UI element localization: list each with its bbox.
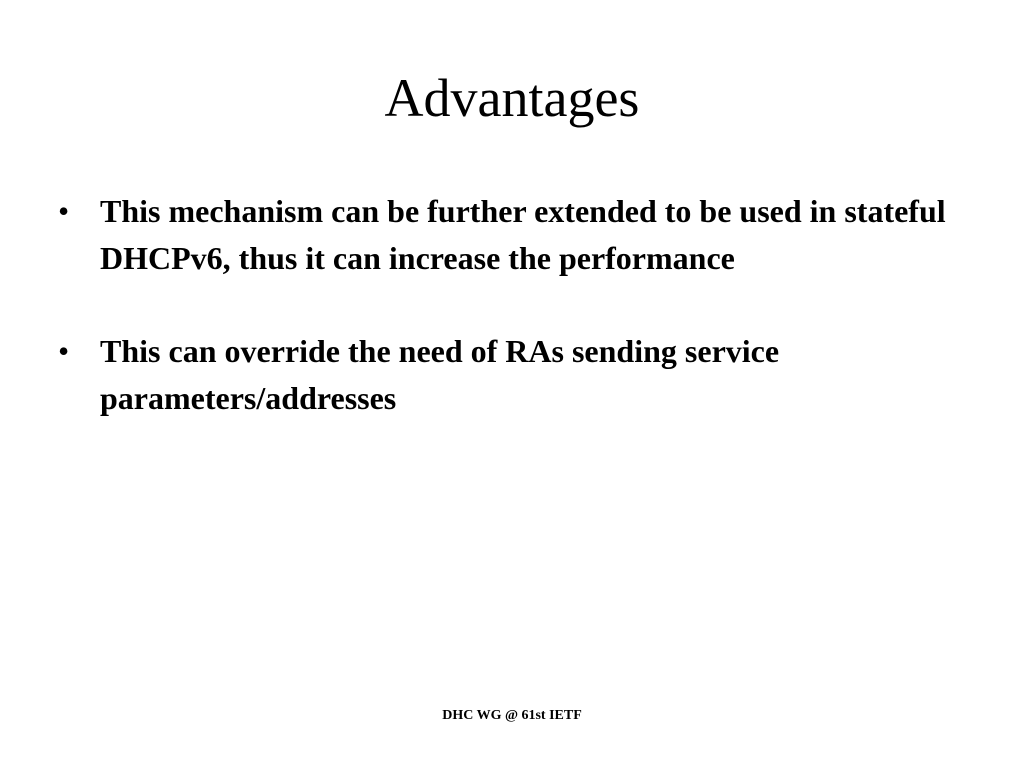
bullet-list	[58, 188, 958, 468]
slide-title: Advantages	[384, 68, 640, 128]
bullet-text: This can override the need of RAs sending service parameters/addresses	[100, 333, 780, 416]
slide-footer: DHC WG @ 61st IETF	[442, 708, 582, 723]
bullet-icon: •	[58, 333, 70, 369]
bullet-icon: •	[58, 193, 70, 229]
bullet-text: This mechanism can be further extended to be used in stateful DHCPv6, thus it can increase the performance	[100, 193, 946, 276]
bullet-item	[58, 328, 958, 422]
bullet-item	[58, 188, 958, 282]
